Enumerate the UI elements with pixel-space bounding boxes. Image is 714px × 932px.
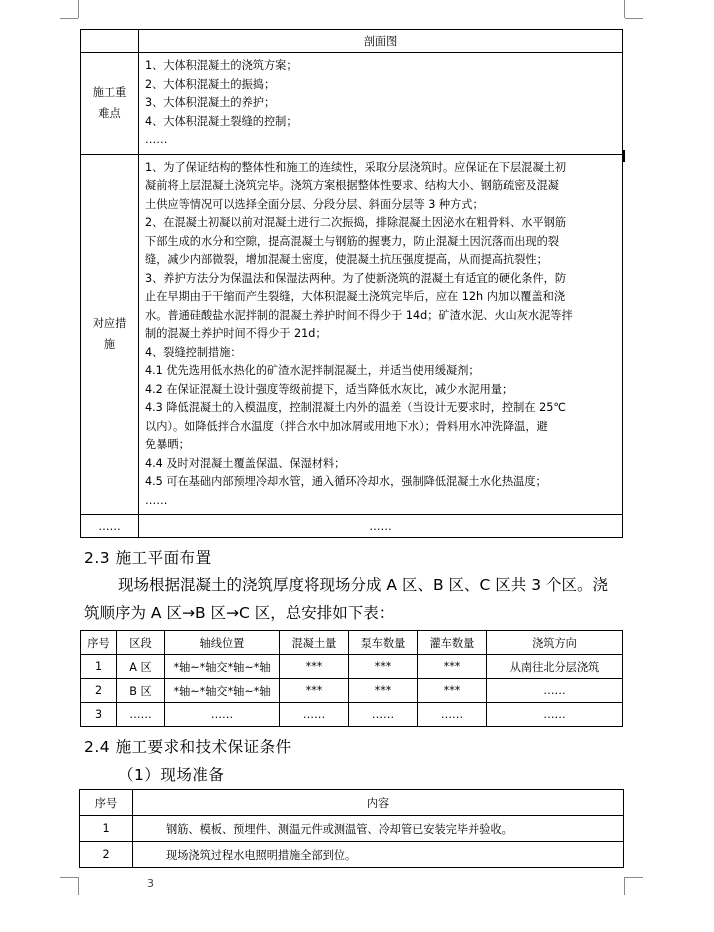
page-number: 3 — [147, 877, 154, 890]
content-line: 3、养护方法分为保温法和保湿法两种。为了使新浇筑的混凝土有适宜的硬化条件，防 — [145, 271, 567, 285]
table-header-cell: 剖面图 — [139, 30, 623, 53]
content-line: 2、大体积混凝土的振捣； — [145, 77, 276, 91]
table-cell: …… — [81, 515, 139, 538]
content-line: 止在早期由于干缩而产生裂缝，大体积混凝土浇筑完毕后，应在 12h 内加以覆盖和浇 — [145, 290, 566, 303]
content-line: 4.4 及时对混凝土覆盖保温、保湿材料； — [145, 456, 346, 470]
table-cell: 现场浇筑过程水电照明措施全部到位。 — [133, 842, 624, 868]
row-content — [139, 154, 623, 515]
table-cell: 钢筋、模板、预埋件、测温元件或测温管、冷却管已安装完毕并验收。 — [133, 816, 624, 842]
column-header: 序号 — [80, 790, 133, 816]
section-heading: 2.4 施工要求和技术保证条件 — [84, 738, 292, 756]
section-heading: 2.3 施工平面布置 — [84, 549, 212, 567]
table-cell: …… — [349, 703, 418, 727]
table-cell — [81, 30, 139, 53]
table-row — [81, 30, 623, 53]
crop-mark — [624, 0, 625, 18]
content-line: …… — [145, 493, 168, 507]
column-header: 内容 — [133, 790, 624, 816]
table-cell: …… — [487, 703, 623, 727]
content-line: …… — [145, 133, 168, 146]
table-cell: *** — [280, 655, 349, 679]
crop-mark — [624, 877, 625, 895]
text-cursor — [623, 150, 625, 162]
column-header: 泵车数量 — [349, 631, 418, 655]
table-cell: …… — [117, 703, 165, 727]
table-row — [80, 842, 624, 868]
table-cell: 1 — [81, 655, 117, 679]
column-header: 区段 — [117, 631, 165, 655]
table-header-row — [81, 631, 623, 655]
row-content — [139, 53, 623, 155]
content-line: 4.5 可在基础内部预埋冷却水管，通入循环冷却水，强制降低混凝土水化热温度； — [145, 475, 547, 488]
table-cell: 从南往北分层浇筑 — [487, 655, 623, 679]
site-prep-table — [79, 789, 624, 868]
content-line: 制的混凝土养护时间不得少于 21d； — [145, 327, 327, 340]
row-label-text: 施工重难点 — [92, 86, 127, 121]
content-line: 下部生成的水分和空隙，提高混凝土与钢筋的握裹力，防止混凝土因沉落而出现的裂 — [145, 234, 559, 248]
content-line: 水。普通硅酸盐水泥拌制的混凝土养护时间不得少于 14d；矿渣水泥、火山灰水泥等拌 — [145, 308, 573, 322]
table-header-row — [80, 790, 624, 816]
paragraph-line: 现场根据混凝土的浇筑厚度将现场分成 A 区、B 区、C 区共 3 个区。浇 — [118, 576, 608, 594]
table-cell: …… — [418, 703, 487, 727]
table-cell: 2 — [80, 842, 133, 868]
table-row — [81, 655, 623, 679]
content-line: 2、在混凝土初凝以前对混凝土进行二次振捣，排除混凝土因泌水在粗骨料、水平钢筋 — [145, 216, 567, 229]
column-header: 灌车数量 — [418, 631, 487, 655]
table-cell: *** — [349, 655, 418, 679]
table-cell: *** — [418, 655, 487, 679]
table-cell: …… — [165, 703, 280, 727]
content-line: 免暴晒； — [145, 438, 190, 451]
table-cell: 3 — [81, 703, 117, 727]
table-row — [81, 53, 623, 155]
table-row — [81, 154, 623, 515]
zone-table — [80, 630, 623, 727]
content-line: 1、为了保证结构的整体性和施工的连续性，采取分层浇筑时。应保证在下层混凝土初 — [145, 160, 567, 174]
table-cell: …… — [139, 515, 623, 538]
paragraph-line: 筑顺序为 A 区→B 区→C 区，总安排如下表： — [84, 604, 395, 622]
table-cell: 2 — [81, 679, 117, 703]
table-row — [81, 703, 623, 727]
content-line: 4.3 降低混凝土的入模温度，控制混凝土内外的温差（当设计无要求时，控制在 25℃ — [145, 401, 566, 414]
column-header: 轴线位置 — [165, 631, 280, 655]
crop-mark — [60, 18, 78, 19]
column-header: 序号 — [81, 631, 117, 655]
content-line: 以内）。如降低拌合水温度（拌合水中加冰屑或用地下水）；骨料用水冲洗降温，避 — [145, 419, 548, 433]
content-line: 4、大体积混凝土裂缝的控制； — [145, 114, 298, 128]
content-line: 凝前将上层混凝土浇筑完毕。浇筑方案根据整体性要求、结构大小、钢筋疏密及混凝 — [145, 179, 559, 192]
crop-mark — [625, 18, 643, 19]
row-label — [81, 154, 139, 515]
table-cell: A 区 — [117, 655, 165, 679]
content-line: 4.1 优先选用低水热化的矿渣水泥拌制混凝土，并适当使用缓凝剂； — [145, 364, 480, 377]
paragraph — [84, 571, 632, 627]
content-line: 4、裂缝控制措施： — [145, 345, 242, 359]
table-cell: B 区 — [117, 679, 165, 703]
content-line: 土供应等情况可以选择全面分层、分段分层、斜面分层等 3 种方式； — [145, 197, 484, 211]
crop-mark — [78, 0, 79, 18]
row-label — [81, 53, 139, 155]
table-row — [81, 679, 623, 703]
table-cell: *轴~*轴交*轴~*轴 — [165, 679, 280, 703]
table-cell: 1 — [80, 816, 133, 842]
column-header: 浇筑方向 — [487, 631, 623, 655]
table-row — [81, 515, 623, 538]
table-cell: *轴~*轴交*轴~*轴 — [165, 655, 280, 679]
column-header: 混凝土量 — [280, 631, 349, 655]
content-line: 缝，减少内部微裂，增加混凝土密度，使混凝土抗压强度提高，从而提高抗裂性； — [145, 253, 548, 266]
table-cell: *** — [280, 679, 349, 703]
table-cell: …… — [487, 679, 623, 703]
table-cell: *** — [349, 679, 418, 703]
table-cell: …… — [280, 703, 349, 727]
crop-mark — [625, 877, 643, 878]
table-cell: *** — [418, 679, 487, 703]
sub-heading: （1）现场准备 — [118, 766, 225, 784]
row-label-text: 对应措施 — [92, 317, 127, 352]
content-line: 3、大体积混凝土的养护； — [145, 96, 276, 109]
crop-mark — [78, 877, 79, 895]
measures-table — [80, 29, 623, 538]
table-row — [80, 816, 624, 842]
content-line: 1、大体积混凝土的浇筑方案； — [145, 59, 298, 72]
content-line: 4.2 在保证混凝土设计强度等级前提下，适当降低水灰比，减少水泥用量； — [145, 382, 514, 396]
crop-mark — [60, 877, 78, 878]
